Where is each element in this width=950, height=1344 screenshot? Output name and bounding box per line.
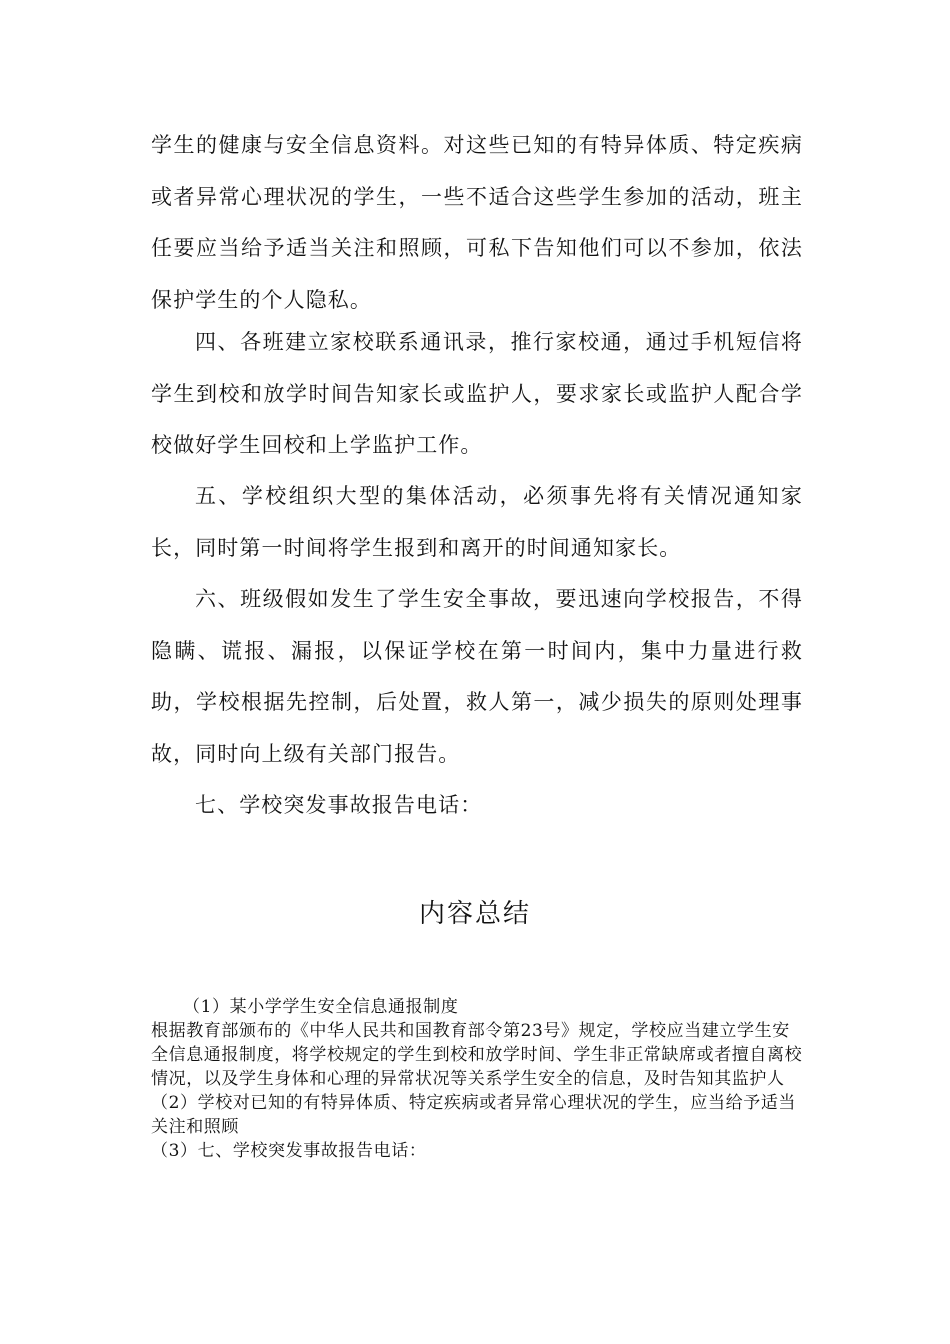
paragraph-section-five: 五、学校组织大型的集体活动，必须事先将有关情况通知家长，同时第一时间将学生报到和离开的时间通知家长。 [151, 484, 803, 560]
paragraph-section-six: 六、班级假如发生了学生安全事故，要迅速向学校报告，不得隐瞒、谎报、漏报，以保证学校在第一时间内，集中力量进行救助，学校根据先控制，后处置，救人第一，减少损失的原则处理事故，同时向上级有关部门报告。 [151, 587, 803, 766]
summary-item1-heading: （1）某小学学生安全信息通报制度 [183, 997, 459, 1017]
summary-title: 内容总结 [418, 899, 531, 929]
summary-item1-body: 根据教育部颁布的《中华人民共和国教育部令第23号》规定，学校应当建立学生安全信息通报制度，将学校规定的学生到校和放学时间、学生非正常缺席或者擅自离校情况，以及学生身体和心理的异常状况等关系学生安全的信息，及时告知其监护人 [151, 1021, 803, 1089]
summary-section [151, 995, 803, 1163]
summary-item3: （3）七、学校突发事故报告电话： [151, 1141, 427, 1161]
paragraph-section-seven: 七、学校突发事故报告电话： [195, 793, 483, 817]
summary-item2: （2）学校对已知的有特异体质、特定疾病或者异常心理状况的学生，应当给予适当关注和照顾 [151, 1093, 797, 1137]
paragraph-section-four: 四、各班建立家校联系通讯录，推行家校通，通过手机短信将学生到校和放学时间告知家长或监护人，要求家长或监护人配合学校做好学生回校和上学监护工作。 [151, 330, 803, 457]
paragraph-student-health-info: 学生的健康与安全信息资料。对这些已知的有特异体质、特定疾病或者异常心理状况的学生，一些不适合这些学生参加的活动，班主任要应当给予适当关注和照顾，可私下告知他们可以不参加，依法保护学生的个人隐私。 [151, 133, 803, 312]
